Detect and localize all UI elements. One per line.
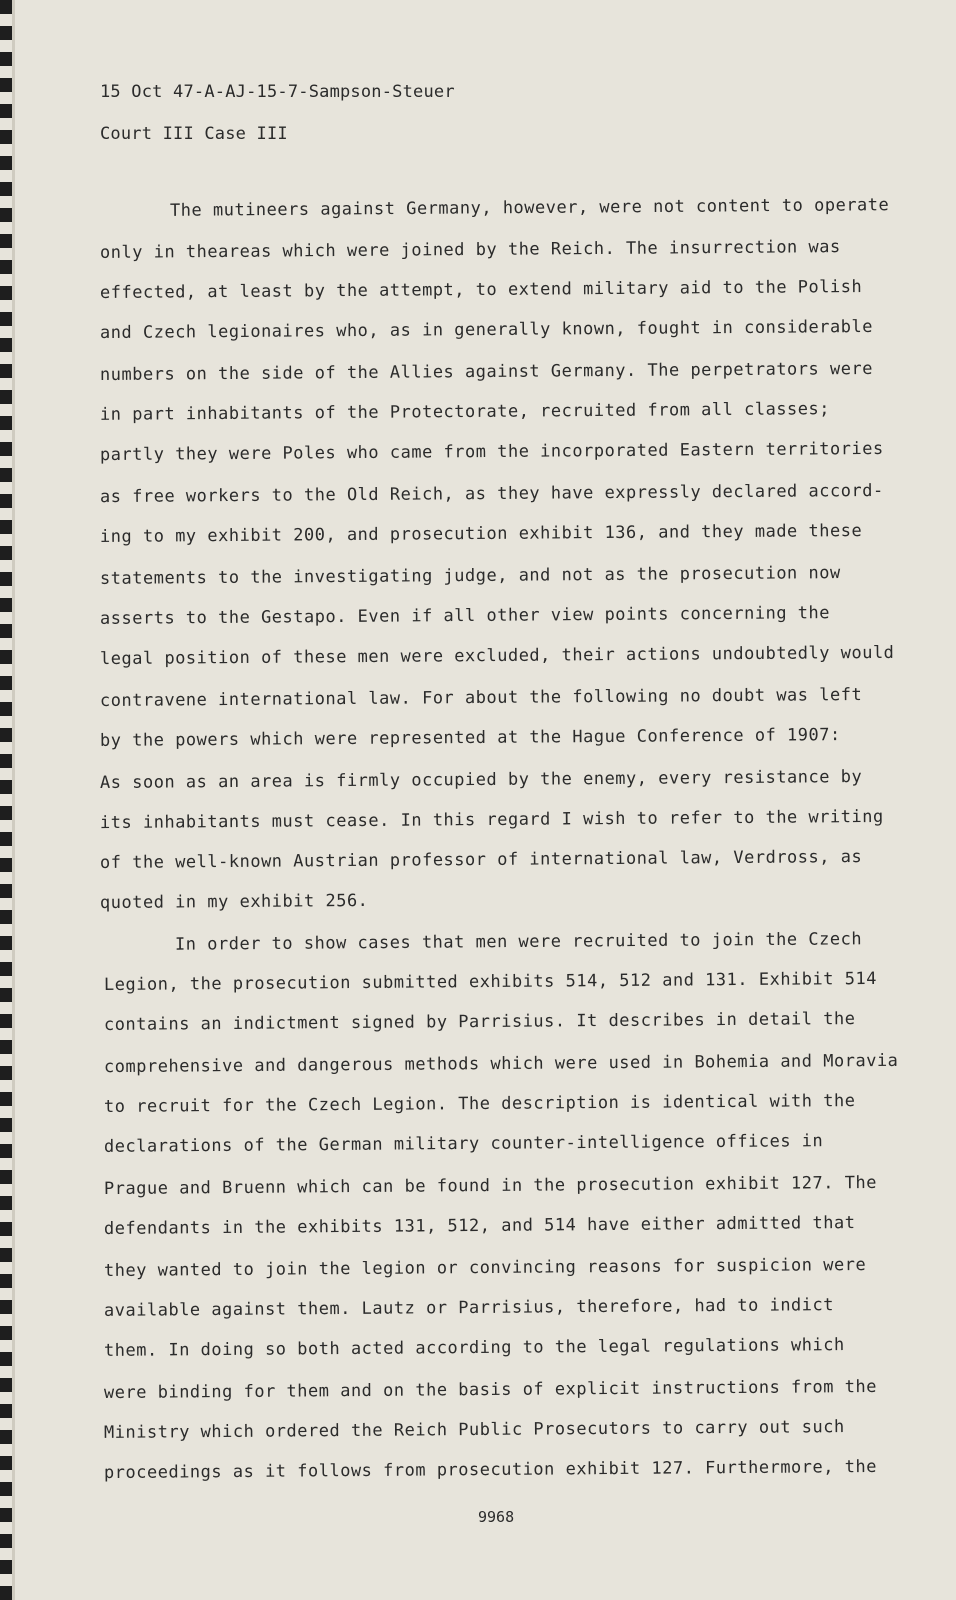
binding-edge (12, 0, 15, 1600)
body-line: by the powers which were represented at the Hague Conference of 1907: (99, 725, 841, 751)
body-line: as free workers to the Old Reich, as they have expressly declared accord- (99, 480, 884, 508)
body-line: statements to the investigating judge, and not as the prosecution now (99, 563, 841, 589)
body-line: As soon as an area is firmly occupied by the enemy, every resistance by (99, 767, 863, 793)
reference-line: 15 Oct 47-A-AJ-15-7-Sampson-Steuer (100, 82, 455, 102)
body-line: Legion, the prosecution submitted exhibits 514, 512 and 131. Exhibit 514 (103, 968, 877, 996)
body-line: of the well-known Austrian professor of international law, Verdross, as (99, 847, 863, 873)
body-line: were binding for them and on the basis of explicit instructions from the (103, 1376, 877, 1404)
body-line: contravene international law. For about the following no doubt was left (99, 685, 863, 711)
body-line: they wanted to join the legion or convincing reasons for suspicion were (103, 1255, 867, 1281)
body-line: proceedings as it follows from prosecution exhibit 127. Furthermore, the (103, 1456, 877, 1484)
body-line: contains an indictment signed by Parrisius. It describes in detail the (103, 1009, 856, 1035)
body-line: its inhabitants must cease. In this regard I wish to refer to the writing (99, 806, 884, 834)
body-line: legal position of these men were excluded, their actions undoubtedly would (99, 642, 895, 670)
body-line: declarations of the German military counter-intelligence offices in (103, 1131, 824, 1157)
body-line: numbers on the side of the Allies against Germany. The perpetrators were (99, 358, 873, 386)
body-line: defendants in the exhibits 131, 512, and 514 have either admitted that (103, 1213, 856, 1239)
body-line: The mutineers against Germany, however, were not content to operate (169, 195, 890, 221)
body-line: and Czech legionaires who, as in generally known, fought in considerable (99, 316, 873, 344)
body-line: Ministry which ordered the Reich Public Prosecutors to carry out such (103, 1417, 845, 1443)
body-line: In order to show cases that men were recruited to join the Czech (174, 929, 863, 955)
body-line: Prague and Bruenn which can be found in the prosecution exhibit 127. The (103, 1172, 877, 1200)
body-line: to recruit for the Czech Legion. The description is identical with the (103, 1091, 856, 1117)
binding-holes (0, 0, 12, 1600)
court-line: Court III Case III (100, 124, 288, 144)
body-line: them. In doing so both acted according to the legal regulations which (103, 1335, 845, 1361)
body-line: ing to my exhibit 200, and prosecution exhibit 136, and they made these (99, 521, 863, 547)
body-line: effected, at least by the attempt, to extend military aid to the Polish (99, 277, 863, 303)
body-line: comprehensive and dangerous methods which were used in Bohemia and Moravia (103, 1050, 899, 1078)
body-line: available against them. Lautz or Parrisius, therefore, had to indict (103, 1295, 835, 1321)
page-number: 9968 (478, 1508, 515, 1526)
body-line: only in theareas which were joined by the Reich. The insurrection was (99, 237, 841, 263)
body-line: in part inhabitants of the Protectorate, recruited from all classes; (99, 399, 831, 425)
body-line: partly they were Poles who came from the incorporated Eastern territories (99, 438, 884, 466)
body-line: asserts to the Gestapo. Even if all other view points concerning the (99, 603, 831, 629)
body-line: quoted in my exhibit 256. (99, 890, 369, 914)
